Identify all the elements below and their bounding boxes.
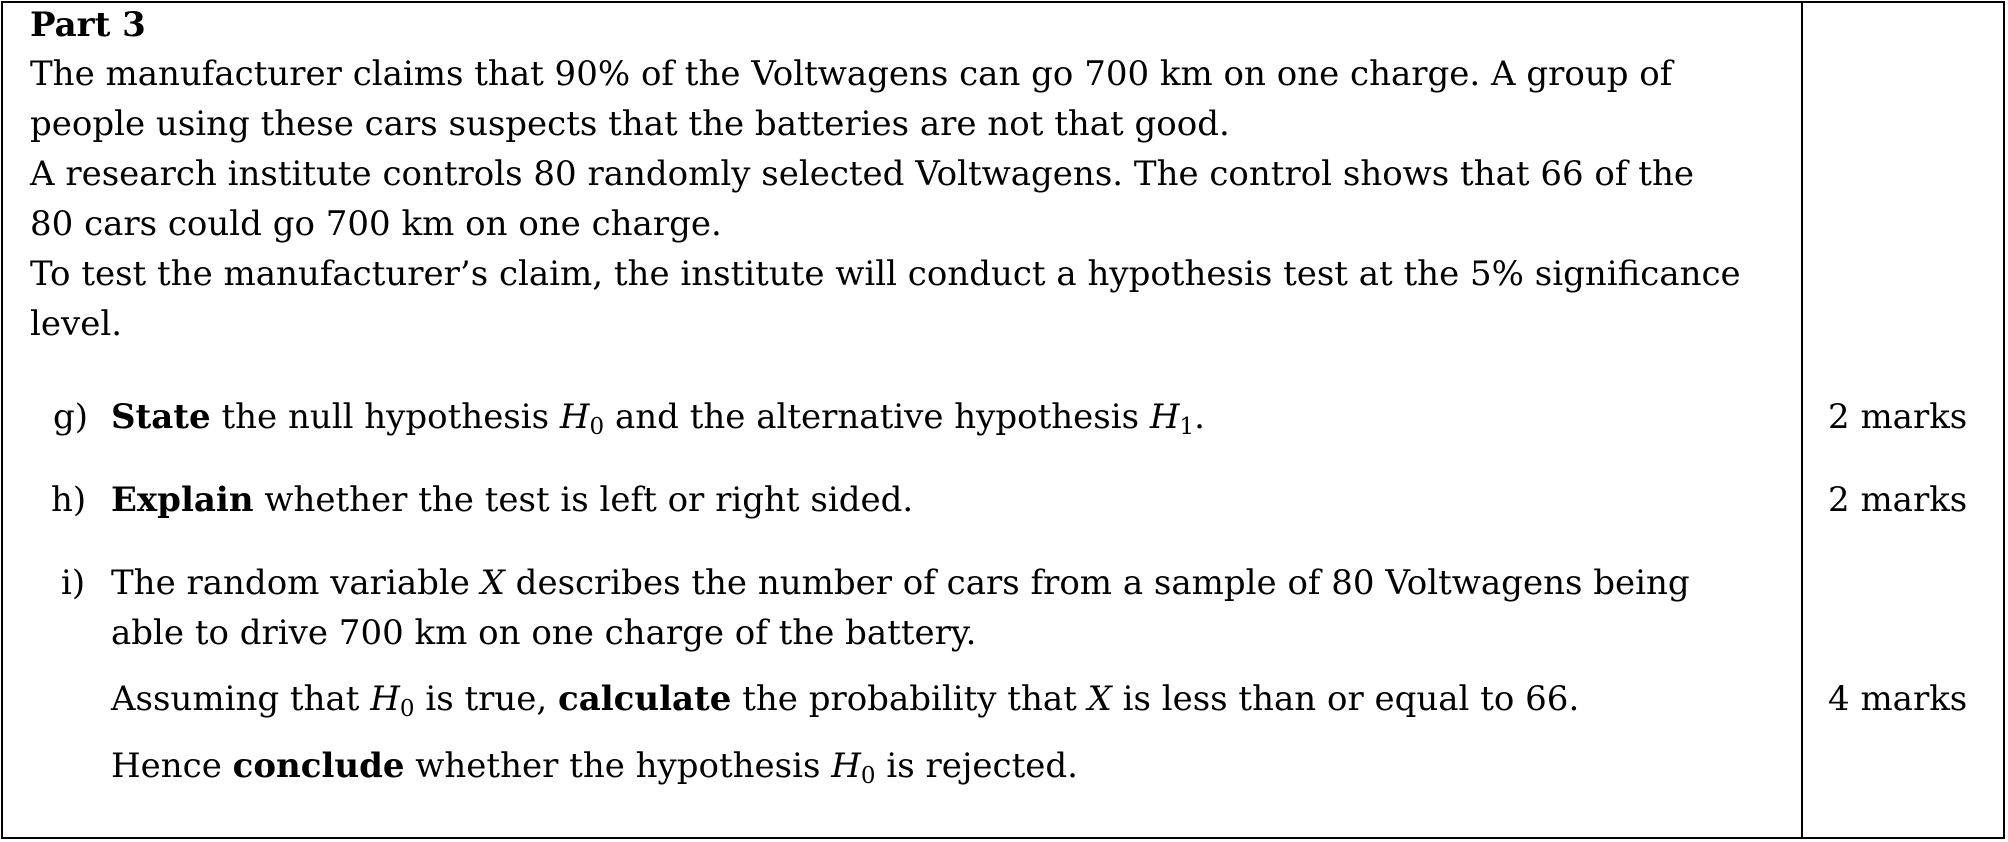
h1-symbol: H (1149, 397, 1180, 437)
question-g-text: State the null hypothesis $H_0$ and the alternative hypothesis $H_1$. (111, 397, 1205, 440)
question-i-line-1: The random variable X describes the number of cars from a sample of 80 Voltwagens being (111, 563, 1690, 603)
question-g-verb: State (111, 397, 211, 437)
x-symbol: X (480, 563, 505, 603)
question-i-verb-calculate: calculate (558, 679, 732, 719)
intro-line-6: level. (30, 304, 123, 344)
question-h-label: h) (51, 480, 87, 520)
intro-line-4: 80 cars could go 700 km on one charge. (30, 204, 722, 244)
h0-symbol: H (559, 397, 590, 437)
intro-line-3: A research institute controls 80 randomly selected Voltwagens. The control shows that 66 of the (30, 154, 1694, 194)
question-i-verb-conclude: conclude (232, 746, 405, 786)
question-h-verb: Explain (111, 480, 254, 520)
question-i-conclude-line: Hence conclude whether the hypothesis $H_0$ is rejected. (111, 746, 1078, 789)
question-h-marks: 2 marks (1828, 480, 1968, 520)
question-g-marks: 2 marks (1828, 397, 1968, 437)
question-i-marks: 4 marks (1828, 679, 1968, 719)
question-h-text: Explain whether the test is left or right sided. (111, 480, 914, 520)
question-i-calculate-line: Assuming that $H_0$ is true, calculate the probability that X is less than or equal to 66. (111, 679, 1580, 722)
intro-line-1: The manufacturer claims that 90% of the Voltwagens can go 700 km on one charge. A group of (30, 54, 1673, 94)
question-i-label: i) (61, 563, 86, 603)
question-panel (1, 1, 2005, 839)
part-title: Part 3 (30, 5, 146, 45)
question-g-label: g) (53, 397, 89, 437)
question-i-line-2: able to drive 700 km on one charge of the battery. (111, 613, 977, 653)
marks-column-divider (1801, 3, 1803, 837)
intro-line-5: To test the manufacturer’s claim, the institute will conduct a hypothesis test at the 5% significance (30, 254, 1741, 294)
intro-line-2: people using these cars suspects that the batteries are not that good. (30, 104, 1230, 144)
